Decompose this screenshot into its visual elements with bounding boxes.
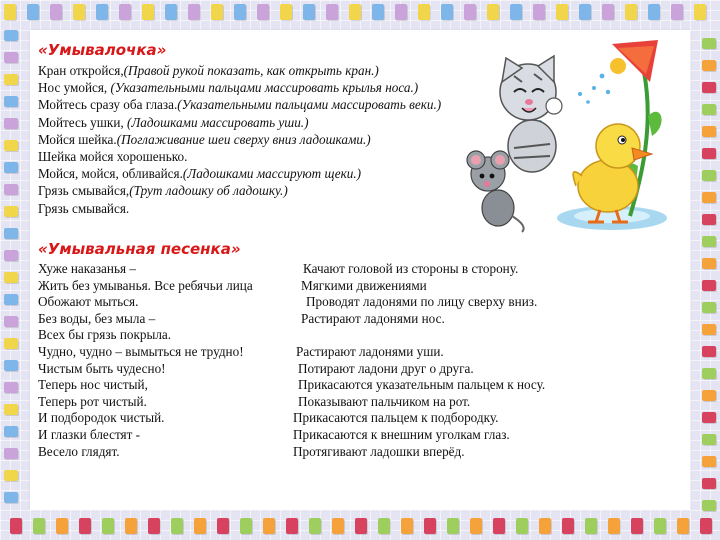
verse-line xyxy=(38,165,441,182)
frame-tile xyxy=(608,518,620,534)
frame-tile xyxy=(447,518,459,534)
frame-tile xyxy=(165,4,177,20)
frame-tile xyxy=(702,170,716,181)
song-action: Потирают ладони друг о друга. xyxy=(298,360,474,376)
song-verse: Жить без умыванья. Все ребячьи лица xyxy=(38,277,253,293)
song-row xyxy=(38,261,678,278)
frame-tile xyxy=(10,518,22,534)
frame-tile xyxy=(401,518,413,534)
frame-tile xyxy=(631,518,643,534)
frame-tile xyxy=(700,518,712,534)
frame-tile xyxy=(4,294,18,305)
frame-tile xyxy=(702,38,716,49)
frame-tile xyxy=(280,4,292,20)
frame-tile xyxy=(470,518,482,534)
frame-tile xyxy=(234,4,246,20)
frame-tile xyxy=(263,518,275,534)
frame-tile xyxy=(119,4,131,20)
frame-tile xyxy=(188,4,200,20)
song-verse: Теперь нос чистый, xyxy=(38,377,148,393)
song-row xyxy=(38,311,678,328)
frame-tile xyxy=(4,74,18,85)
song-action: Растирают ладонями уши. xyxy=(296,343,444,359)
verse-direction: (Ладошками массировать уши.) xyxy=(126,114,309,130)
verse-direction: (Указательными пальцами массировать веки.) xyxy=(177,97,442,113)
song-row xyxy=(38,394,678,411)
song-verse: Хуже наказанья – xyxy=(38,261,136,276)
frame-tile xyxy=(349,4,361,20)
verse-line xyxy=(38,148,441,165)
frame-tile xyxy=(418,4,430,20)
frame-tile xyxy=(257,4,269,20)
frame-tile xyxy=(702,214,716,225)
frame-tile xyxy=(4,470,18,481)
frame-tile xyxy=(579,4,591,20)
song-action: Прикасаются пальцем к подбородку. xyxy=(293,410,499,426)
frame-tile xyxy=(516,518,528,534)
frame-tile xyxy=(533,4,545,20)
frame-tile xyxy=(4,184,18,195)
verse-direction: (Указательными пальцами массировать крылья носа.) xyxy=(110,80,419,96)
song-verse: И глазки блестят - xyxy=(38,426,141,442)
song-row xyxy=(38,327,678,344)
frame-tile xyxy=(625,4,637,20)
song-action: Протягивают ладошки вперёд. xyxy=(293,443,465,459)
song-row xyxy=(38,294,678,311)
song-action: Растирают ладонями нос. xyxy=(301,310,445,326)
frame-tile xyxy=(4,96,18,107)
verse-text: Мойтесь сразу оба глаза. xyxy=(38,97,178,113)
frame-tile xyxy=(4,360,18,371)
frame-tile xyxy=(648,4,660,20)
frame-tile xyxy=(702,390,716,401)
verse-direction: (Правой рукой показать, как открыть кран.) xyxy=(123,63,379,78)
verse-text: Шейка мойся хорошенько. xyxy=(38,149,188,165)
frame-tile xyxy=(4,404,18,415)
frame-tile xyxy=(142,4,154,20)
frame-tile xyxy=(332,518,344,534)
song-row xyxy=(38,427,678,444)
verse-text: Грязь смывайся, xyxy=(38,183,130,199)
frame-tile xyxy=(702,82,716,93)
frame-tile xyxy=(73,4,85,20)
frame-tile xyxy=(654,518,666,534)
song-row xyxy=(38,361,678,378)
frame-tile xyxy=(4,272,18,283)
frame-tile xyxy=(33,518,45,534)
frame-tile xyxy=(702,324,716,335)
frame-tile xyxy=(148,518,160,534)
frame-tile xyxy=(464,4,476,20)
frame-tile xyxy=(378,518,390,534)
verse-direction: (Трут ладошку об ладошку.) xyxy=(129,183,288,199)
frame-tile xyxy=(309,518,321,534)
song-action: Прикасаются указательным пальцем к носу. xyxy=(298,377,546,393)
frame-tile xyxy=(493,518,505,534)
frame-tile xyxy=(424,518,436,534)
frame-tile xyxy=(702,302,716,313)
frame-tile xyxy=(702,368,716,379)
frame-tile xyxy=(96,4,108,20)
song-action: Проводят ладонями по лицу сверху вниз. xyxy=(306,294,538,310)
frame-tile xyxy=(702,258,716,269)
frame-tile xyxy=(602,4,614,20)
slide-content xyxy=(30,30,690,510)
frame-tile xyxy=(702,346,716,357)
frame-tile xyxy=(4,316,18,327)
frame-tile xyxy=(441,4,453,20)
frame-tile xyxy=(4,338,18,349)
frame-tile xyxy=(702,148,716,159)
kitten xyxy=(500,56,562,172)
frame-tile xyxy=(125,518,137,534)
frame-tile xyxy=(510,4,522,20)
poem-title-song: «Умывальная песенка» xyxy=(38,240,241,258)
frame-tile xyxy=(4,118,18,129)
poem-umyvalnaya-pesenka xyxy=(38,261,678,460)
frame-tile xyxy=(562,518,574,534)
frame-tile xyxy=(677,518,689,534)
frame-tile xyxy=(702,434,716,445)
frame-tile xyxy=(4,250,18,261)
frame-tile xyxy=(4,162,18,173)
leaf xyxy=(648,112,662,136)
verse-line xyxy=(38,182,441,199)
verse-text: Мойся шейка. xyxy=(38,131,117,147)
frame-tile xyxy=(694,4,706,20)
frame-tile xyxy=(27,4,39,20)
song-verse: Теперь рот чистый. xyxy=(38,393,147,409)
verse-text: Нос умойся, xyxy=(38,80,111,96)
song-row xyxy=(38,278,678,295)
frame-tile xyxy=(4,492,18,503)
frame-tile xyxy=(539,518,551,534)
verse-line xyxy=(38,131,441,148)
song-verse: Чистым быть чудесно! xyxy=(38,360,166,376)
song-action: Качают головой из стороны в сторону. xyxy=(303,261,519,276)
verse-line xyxy=(38,96,441,113)
frame-tile xyxy=(702,412,716,423)
frame-tile xyxy=(56,518,68,534)
frame-tile xyxy=(286,518,298,534)
verse-text: Кран откройся, xyxy=(38,63,124,78)
frame-tile xyxy=(4,206,18,217)
frame-tile xyxy=(211,4,223,20)
verse-text: Мойся, мойся, обливайся. xyxy=(38,166,183,182)
frame-tile xyxy=(487,4,499,20)
frame-tile xyxy=(395,4,407,20)
frame-tile xyxy=(240,518,252,534)
frame-tile xyxy=(171,518,183,534)
frame-tile xyxy=(556,4,568,20)
frame-tile xyxy=(671,4,683,20)
frame-tile xyxy=(194,518,206,534)
frame-tile xyxy=(102,518,114,534)
frame-tile xyxy=(4,4,16,20)
verse-line xyxy=(38,114,441,131)
frame-tile xyxy=(355,518,367,534)
frame-tile xyxy=(4,426,18,437)
frame-tile xyxy=(4,228,18,239)
frame-tile xyxy=(702,192,716,203)
song-row xyxy=(38,377,678,394)
frame-tile xyxy=(702,126,716,137)
frame-tile xyxy=(217,518,229,534)
frame-tile xyxy=(372,4,384,20)
song-row xyxy=(38,444,678,461)
frame-tile xyxy=(50,4,62,20)
frame-tile xyxy=(303,4,315,20)
verse-line xyxy=(38,200,441,217)
song-action: Мягкими движениями xyxy=(301,277,427,293)
frame-tile xyxy=(4,30,18,41)
frame-tile xyxy=(4,140,18,151)
frame-tile xyxy=(4,448,18,459)
song-verse: Чудно, чудно – вымыться не трудно! xyxy=(38,343,244,359)
frame-tile xyxy=(585,518,597,534)
frame-tile xyxy=(702,500,716,511)
frame-tile xyxy=(702,478,716,489)
song-verse: Без воды, без мыла – xyxy=(38,310,156,326)
song-row xyxy=(38,344,678,361)
song-verse: Весело глядят. xyxy=(38,443,120,459)
verse-direction: (Поглаживание шеи сверху вниз ладошками.) xyxy=(116,131,371,147)
song-verse: И подбородок чистый. xyxy=(38,410,165,426)
verse-line xyxy=(38,62,441,79)
verse-text: Грязь смывайся. xyxy=(38,200,130,216)
verse-text: Мойтесь ушки, xyxy=(38,114,127,130)
poem-title-umyvalochka: «Умывалочка» xyxy=(38,41,167,59)
frame-tile xyxy=(326,4,338,20)
song-verse: Обожают мыться. xyxy=(38,294,139,310)
poem-umyvalochka xyxy=(38,62,441,217)
verse-direction: (Ладошками массируют щеки.) xyxy=(182,166,362,182)
frame-tile xyxy=(702,104,716,115)
frame-tile xyxy=(702,236,716,247)
song-verse: Всех бы грязь покрыла. xyxy=(38,327,172,343)
verse-line xyxy=(38,79,441,96)
frame-tile xyxy=(702,60,716,71)
frame-tile xyxy=(702,280,716,291)
song-row xyxy=(38,410,678,427)
frame-tile xyxy=(702,456,716,467)
song-action: Показывают пальчиком на рот. xyxy=(298,393,471,409)
frame-tile xyxy=(4,52,18,63)
frame-tile xyxy=(4,382,18,393)
frame-tile xyxy=(79,518,91,534)
washing-animals-illustration xyxy=(462,36,670,236)
song-action: Прикасаются к внешним уголкам глаз. xyxy=(293,426,510,442)
